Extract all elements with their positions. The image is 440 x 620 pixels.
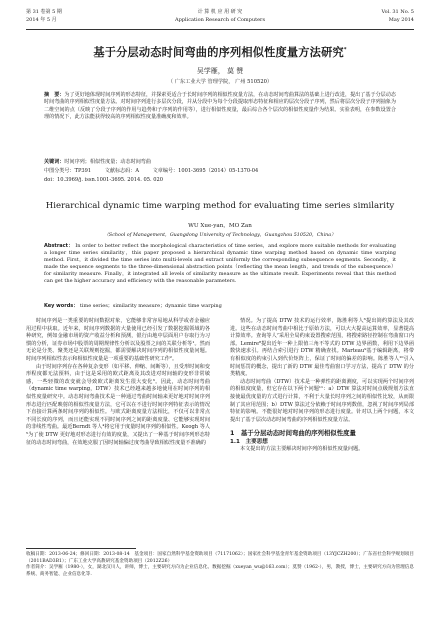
keywords-cn-label: 关键词： (44, 159, 65, 165)
volume-en: Vol. 31 No. 5 (381, 9, 414, 15)
document-code: 文献标志码：A (104, 168, 139, 174)
body-column-left (26, 318, 210, 447)
paper-title-en: Hierarchical dynamic time warping method for evaluating time series similarity (45, 201, 395, 211)
authors: 吴学雁， 莫 赞 (196, 67, 244, 75)
abstract-cn-text: 为了更好地体现时间序列的形态特征，并探索更适合于长时间序列的相似性度量方法，在动态时间弯曲算法的基础上进行改进，提出了基于分层动态时间弯曲的序列相似性度量方法。对时间序列进行多层次分段，并从分段中为每个分段提取形态特征和相应的层次分段子序列，然后将层次分段子序列抽象为二维空间的点（反映了分段子序列的作用与趋势和子序列的作用等），进行相似性度量，最后综合各个层次的相似性度量作为结果。实验表明，在参数设置合理的情况下，此方法能获得较高的序列相似性度量准确度和效率。 (44, 92, 396, 120)
footnote-divider (26, 548, 136, 549)
clc-number: 中图分类号：TP391 (44, 168, 92, 174)
footnote-author-bio: 作者简介：吴学雁（1980-），女，湖北汉川人，讲师，博士，主要研究方向为企业信息化、数据挖掘（xueyan_wu@163.com）；莫赞（1962-），男，教授，博士，主要研究方向为管理信息系统、商务智能、企业信息化等. (26, 565, 414, 577)
keywords-en-text: time series；similarity measure；dynamic time warping (79, 303, 222, 309)
keywords-cn (44, 159, 396, 166)
paper-title (20, 44, 420, 60)
article-number: 文章编号：1001-3695（2014）05-1370-04 (152, 168, 259, 174)
section-heading-1-1: 1.1 主要思想 (230, 439, 268, 446)
footnotes (26, 552, 414, 578)
page-header (26, 6, 414, 30)
classification-line (44, 168, 396, 175)
doi: doi：10.3969/j. issn.1001-3695. 2014. 05. 020 (44, 177, 163, 183)
affiliation-en: （School of Management，Guangdong University of Technology，Guangzhou 510520，China） (104, 233, 336, 238)
body-paragraph: 动态时间弯曲（DTW）技术是一种弹性的距离测度，可以实现两个时间序列的相似度度量，但它存在以下两个问题¹¹：a）DTW 算法对时间点级规划方法直接使最优度量的方式进行计算，不利于大量长时序列之间的相似性比较，从而限制了其应用范围；b）DTW 算法过分依赖于时间序列数值，忽视了时间序列局部特征的影响。不能很好地对时间序列的形态进行度量。针对以上两个问题，本文提出了基于层次动态时间弯曲的序列相似性度量方法。 (230, 378, 414, 423)
header-center (26, 8, 414, 24)
date-cn: 2014 年 5 月 (26, 17, 57, 23)
keywords-cn-text: 时间序列；相似性度量；动态时间弯曲 (64, 159, 151, 165)
abstract-en (44, 243, 396, 286)
journal-name-cn: 计 算 机 应 用 研 究 (197, 9, 243, 15)
journal-name-en: Application Research of Computers (174, 17, 266, 23)
paper-title-text: 基于分层动态时间弯曲的序列相似性度量方法研究 (93, 46, 344, 59)
title-footnote-mark: * (343, 47, 347, 53)
authors-en: WU Xue-yan，MO Zan (188, 223, 252, 229)
abstract-en-label: Abstract： (44, 243, 74, 249)
volume-cn: 第 31 卷第 5 期 (26, 9, 62, 15)
body-paragraph: 本文提出的方法主要解决时间序列的相似性度量问题。 (240, 446, 364, 453)
keywords-en-label: Key words： (44, 303, 79, 309)
abstract-en-text: In order to better reflect the morphological characteristics of time series，and explore more suitable methods for evaluating a longer time series similarity，this paper proposed a hierarchical dynamic time warping method based on dynamic time warping method. First，it divided the time series into multi-levels and extract uniformly the corresponding subsequence segments. Secondly，it made the sequence segments to the three-dimensional abstraction points（reflecting the mean length，and trends of the subsequence）for similarity measure. Finally，it integrated all levels of similarity measure as the ultimate result. Experiments reveal that this method can get the higher accuracy and efficiency with the reasonable parameters. (44, 243, 396, 285)
body-paragraph: 时间序列是一类重要的时间数据对象，它能够非常容易地从科学或者金融应用过程中获取。近年来，时间序列数据的大量使用已经引发了数据挖掘领域的各种研究，例如金融市场的资产收益分析和预测，银行由地中层面用户存取行为习惯的分析，证券市场中股票的周期规律性分析以及股票之间的关联分析等¹。然而无论是分类、聚类还是关联规则挖掘，都需要解决时间序列的相似性度量问题。时间序列相似性表示和相似性度量是一项重要的基础性研究工作²。 (26, 318, 210, 362)
header-right (381, 8, 414, 24)
body-paragraph: 情况。为了提高 DTW 技术的运行效率，陈胜利等人⁶提出简约算法及其改进。这些在动态时间弯曲中相比于原始方法，可以大大提高运算效率，显著提高计算效率。查询等人⁷采用全局约束设置搜索范围，将搜索路径控制在弯曲窗口内部。Lemire⁸提出近年一种上限值三角不等式的 DTW 边界函数，利用下边界函数快速求引。再结合索引进行 DTW 精确查找。Marteau⁹基于编辑距离，将带有相似度的约束引入到代价矩阵上，保证了时间的偏差的影响。陈胜等人¹⁰引入时间惩罚的概念，提出了新的 DTW 最佳弯曲窗口学习方法，提高了 DTW 的分类精度。 (230, 318, 414, 378)
section-heading-1: 1 基于分层动态时间弯曲的序列相似性度量 (230, 429, 356, 438)
body-paragraph: 由于时间序列存在各种复杂变形（如平移、伸缩、间断等），且受形时间和变形程度都无法预料，由于这是采用的欧式距离及其改进对时间轴的变形非常敏感，一些轻微的改变就会导致欧式距离发生很大变化³。因此，动态时间弯曲（dynamic time warping，DTW）技术已经越来越多地使用在时间序列的相似性度量研究中。动态时间弯曲技术是一种通过弯曲时间轴来更好地对时间序列形态进行匹配映射的相似性度量方法，它可以在不进行时间序列特征表示的情况下直接计算两条时间序列的相似性。与欧式距离度量方法相比，不仅可以非常点不同长度的序列，而且还能实现不同时间序列之间的距离度量、它能够实现时间的非线性弯曲。最近Berndt 等人⁴将它用于度量时间序列的相似性。Keogh 等人⁵为了使 DTW 更好地对形态进行有效的度量，又提出了一种基于时间序列形态特征的动态时间弯曲，在效地克服了因时间轴偏过度弯曲导致相似性度量不准确的 (26, 363, 210, 446)
footnote-funding: 收稿日期：2013-06-24；修回日期：2013-08-14 基金项目：国家自然科学基金资助项目（71171062）；国家社会科学基金青年基金资助项目（13YJCZH200）；广东省社会科学规划项目（2011BAD3B1）；广东工业大学高教研究基金资助项目（2012Z26） (26, 552, 414, 564)
date-en: May 2014 (388, 17, 414, 23)
abstract-cn (44, 92, 396, 121)
body-column-right (230, 318, 414, 454)
affiliation: （ 广东工业大学 管理学院， 广州 510520） (167, 79, 273, 85)
keywords-en (44, 303, 396, 310)
abstract-cn-label: 摘 要： (44, 92, 65, 98)
